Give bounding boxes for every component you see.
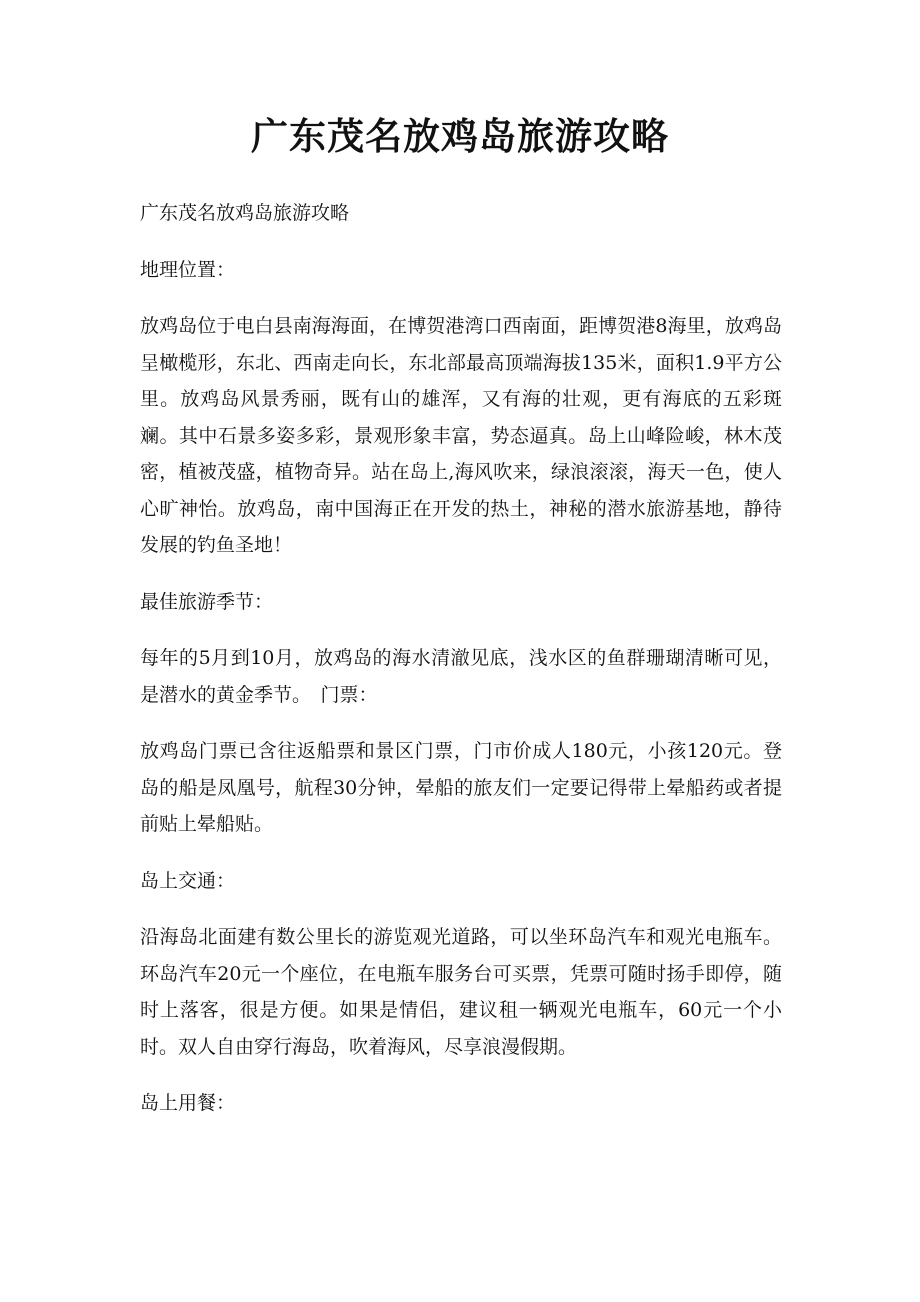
transport-paragraph: 沿海岛北面建有数公里长的游览观光道路，可以坐环岛汽车和观光电瓶车。环岛汽车20元一个座位，在电瓶车服务台可买票，凭票可随时扬手即停，随时上落客，很是方便。如果是情侣，建议租一辆观光电瓶车，60元一个小时。双人自由穿行海岛，吹着海风，尽享浪漫假期。: [140, 926, 782, 1058]
document-title: 广东茂名放鸡岛旅游攻略: [251, 114, 669, 158]
ticket-paragraph: 放鸡岛门票已含往返船票和景区门票，门市价成人180元，小孩120元。登岛的船是凤凰号，航程30分钟，晕船的旅友们一定要记得带上晕船药或者提前贴上晕船贴。: [140, 740, 782, 835]
section-heading-dining: 岛上用餐：: [140, 1092, 236, 1114]
location-paragraph: 放鸡岛位于电白县南海海面，在博贺港湾口西南面，距博贺港8海里，放鸡岛呈橄榄形，东北、西南走向长，东北部最高顶端海拔135米，面积1.9平方公里。放鸡岛风景秀丽，既有山的雄浑，又有海的壮观，更有海底的五彩斑斓。其中石景多姿多彩，景观形象丰富，势态逼真。岛上山峰险峻，林木茂密，植被茂盛，植物奇异。站在岛上,海风吹来，绿浪滚滚，海天一色，使人心旷神怡。放鸡岛，南中国海正在开发的热土，神秘的潜水旅游基地，静待发展的钓鱼圣地！: [140, 315, 782, 556]
season-paragraph: 每年的5月到10月，放鸡岛的海水清澈见底，浅水区的鱼群珊瑚清晰可见，是潜水的黄金季节。 门票：: [140, 647, 782, 706]
subtitle-paragraph: 广东茂名放鸡岛旅游攻略: [140, 202, 350, 224]
section-heading-season: 最佳旅游季节：: [140, 590, 274, 613]
section-heading-location: 地理位置：: [140, 258, 236, 281]
section-heading-transport: 岛上交通：: [140, 869, 236, 892]
document-body: [140, 195, 782, 1142]
